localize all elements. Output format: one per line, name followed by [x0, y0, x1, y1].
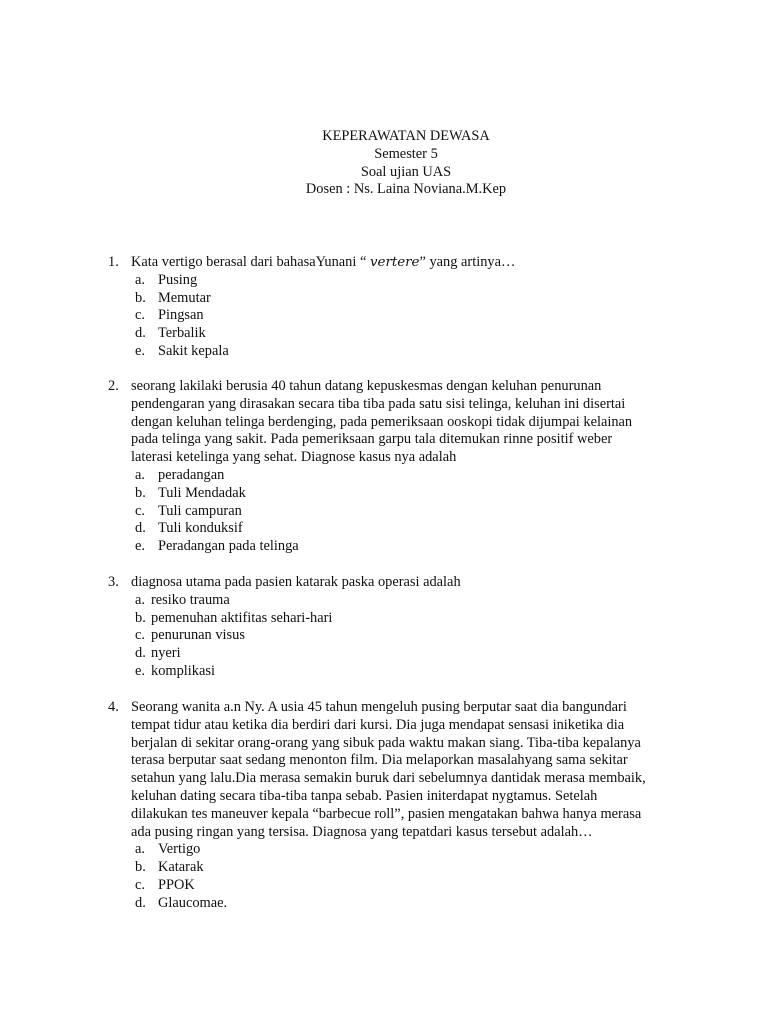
option-a: a. Pusing: [135, 271, 198, 288]
option-c: c. penurunan visus: [135, 627, 245, 644]
option-e: e. Sakit kepala: [135, 342, 229, 359]
option-list: [108, 592, 668, 681]
question-text: Kata vertigo berasal dari bahasaYunani “ vertere” yang artinya…: [131, 254, 516, 270]
option-list: [108, 467, 668, 556]
option-c: c. Tuli campuran: [135, 502, 242, 519]
option-d: d. Glaucomae.: [135, 894, 228, 911]
question-text: diagnosa utama pada pasien katarak paska operasi adalah: [131, 574, 461, 590]
lecturer-label: Dosen : Ns. Laina Noviana.M.Kep: [305, 181, 507, 198]
question-1: [108, 254, 668, 361]
option-e: e. Peradangan pada telinga: [135, 538, 299, 555]
italic-term: vertere: [369, 255, 420, 270]
exam-label: Soal ujian UAS: [360, 163, 452, 180]
option-a: a. peradangan: [135, 466, 225, 483]
document-header: [0, 128, 768, 199]
option-list: [108, 272, 668, 361]
option-d: d. nyeri: [135, 645, 181, 662]
course-title: KEPERAWATAN DEWASA: [322, 128, 490, 144]
option-a: a. resiko trauma: [135, 591, 230, 608]
option-a: a. Vertigo: [135, 841, 201, 858]
question-text: seorang lakilaki berusia 40 tahun datang kepuskesmas dengan keluhan penurunan pendengaran yang dirasakan secara tiba tiba pada satu sisi telinga, keluhan ini disertai dengan keluhan telinga berdenging, pada pemeriksaan ooskopi tidak dijumpai kelainan pada telinga yang sakit. Pada pemeriksaan garpu tala ditemukan rinne positif weber laterasi ketelinga yang sehat. Diagnose kasus nya adalah: [131, 378, 633, 466]
option-list: [108, 841, 668, 912]
option-c: c. Pingsan: [135, 307, 204, 324]
option-c: c. PPOK: [135, 876, 195, 893]
question-number: 3.: [108, 574, 119, 590]
option-d: d. Tuli konduksif: [135, 520, 243, 537]
option-b: b. Memutar: [135, 289, 211, 306]
option-b: b. pemenuhan aktifitas sehari-hari: [135, 609, 333, 626]
question-text: Seorang wanita a.n Ny. A usia 45 tahun mengeluh pusing berputar saat dia bangundari tempat tidur atau ketika dia berdiri dari kursi. Dia juga mendapat sensasi iniketika dia berjalan di sekitar orang-orang yang sibuk pada waktu makan siang. Tiba-tiba kepalanya terasa berputar saat sedang menonton film. Dia melaporkan masalahyang sama sekitar setahun yang lalu.Dia merasa semakin buruk dari sebelumnya dantidak merasa membaik, keluhan dating secara tiba-tiba tanpa sebab. Pasien initerdapat nygtamus. Setelah dilakukan tes maneuver kepala “barbecue roll”, pasien mengatakan bahwa hanya merasa ada pusing ringan yang tersisa. Diagnosa yang tepatdari kasus tersebut adalah…: [131, 699, 646, 840]
option-b: b. Tuli Mendadak: [135, 484, 246, 501]
question-3: [108, 574, 668, 681]
option-b: b. Katarak: [135, 859, 204, 876]
option-d: d. Terbalik: [135, 325, 206, 342]
question-number: 1.: [108, 254, 119, 270]
question-2: [108, 378, 668, 556]
option-e: e. komplikasi: [135, 662, 215, 679]
question-number: 2.: [108, 378, 119, 394]
question-number: 4.: [108, 699, 119, 715]
question-4: [108, 699, 668, 913]
semester-label: Semester 5: [374, 145, 438, 162]
